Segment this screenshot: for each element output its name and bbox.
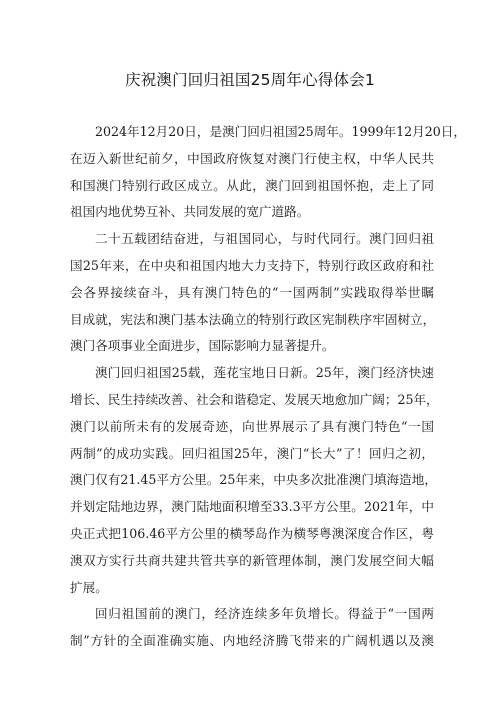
text-line: 澳门回归祖国25载，莲花宝地日日新。25年，澳门经济快速	[95, 365, 434, 381]
text-line: 祖国内地优势互补、共同发展的宽广道路。	[70, 204, 310, 220]
text-line: 回归祖国前的澳门，经济连续多年负增长。得益于“一国两	[95, 606, 434, 622]
paragraph	[70, 601, 434, 655]
paragraph	[70, 119, 466, 226]
paragraph	[70, 360, 439, 601]
text-line: 增长、民生持续改善、社会和谐稳定、发展天地愈加广阔；25年，	[70, 391, 439, 407]
text-line: 在迈入新世纪前夕，中国政府恢复对澳门行使主权，中华人民共	[70, 150, 434, 166]
text-line: 制”方针的全面准确实施、内地经济腾飞带来的广阔机遇以及澳	[70, 633, 434, 649]
paragraph	[70, 226, 434, 360]
text-line: 会各界接续奋斗，具有澳门特色的“一国两制”实践取得举世瞩	[70, 284, 434, 300]
document-title: 庆祝澳门回归祖国25周年心得体会1	[125, 71, 375, 89]
text-line: 澳门以前所未有的发展奇迹，向世界展示了具有澳门特色“一国	[70, 418, 434, 434]
text-line: 澳双方实行共商共建共管共享的新管理体制，澳门发展空间大幅	[70, 552, 434, 568]
text-line: 国25年来，在中央和祖国内地大力支持下，特别行政区政府和社	[70, 257, 434, 273]
document-body	[70, 119, 466, 655]
text-line: 澳门各项事业全面进步，国际影响力显著提升。	[70, 338, 335, 354]
text-line: 二十五载团结奋进，与祖国同心，与时代同行。澳门回归祖	[95, 231, 434, 247]
text-line: 两制”的成功实践。回归祖国25年，澳门“长大”了！回归之初，	[70, 445, 434, 461]
text-line: 和国澳门特别行政区成立。从此，澳门回到祖国怀抱，走上了同	[70, 177, 434, 193]
text-line: 2024年12月20日，是澳门回归祖国25周年。1999年12月20日，	[95, 124, 466, 139]
text-line: 央正式把106.46平方公里的横琴岛作为横琴粤澳深度合作区，粤	[70, 525, 434, 541]
text-line: 澳门仅有21.45平方公里。25年来，中央多次批准澳门填海造地，	[70, 472, 437, 488]
text-line: 扩展。	[70, 579, 108, 595]
text-line: 并划定陆地边界，澳门陆地面积增至33.3平方公里。2021年，中	[70, 499, 434, 515]
text-line: 目成就，宪法和澳门基本法确立的特别行政区宪制秩序牢固树立，	[70, 311, 436, 327]
